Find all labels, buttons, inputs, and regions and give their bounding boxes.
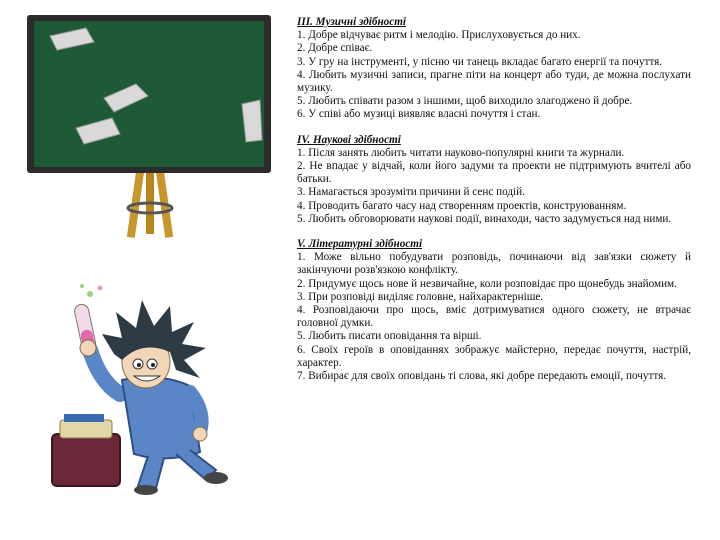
section-items [297, 251, 691, 383]
chalkboard-easel-illustration [24, 12, 274, 242]
list-item: 5. Любить співати разом з іншими, щоб виходило злагоджено й добре. [297, 95, 633, 108]
list-item: 2. Придумує щось нове й незвичайне, коли розповідає про щонебудь знайомим. [297, 277, 677, 290]
list-item: 6. У співі або музиці виявляє власні почуття і стан. [297, 108, 541, 121]
list-item: 1. Добре відчуває ритм і мелодію. Прислуховується до них. [297, 29, 581, 42]
list-item: 4. Любить музичні записи, прагне піти на концерт або туди, де можна послухати музику. [297, 68, 691, 95]
list-item: 3. У гру на інструменті, у пісню чи танець вкладає багато енергії та почуття. [297, 55, 663, 68]
list-item: 3. Намагається зрозуміти причини й сенс подій. [297, 186, 525, 199]
abilities-text-column [297, 16, 691, 395]
list-item: 4. Проводить багато часу над створенням проектів, конструюванням. [297, 199, 627, 212]
section-items [297, 147, 691, 226]
section-science-abilities [297, 134, 691, 226]
list-item: 1. Може вільно побудувати розповідь, починаючи від зав'язки сюжету й закінчуючи розв'язкою конфлікту. [297, 251, 691, 277]
section-title: IV. Наукові здібності [297, 133, 401, 146]
list-item: 4. Розповідаючи про щось, вміє дотримуватися одного сюжету, не втрачає головної думки. [297, 304, 691, 330]
list-item: 7. Вибирає для своїх оповідань ті слова, які добре передають емоції, почуття. [297, 370, 667, 383]
section-title: III. Музичні здібності [297, 16, 407, 28]
list-item: 5. Любить обговорювати наукові події, винаходи, часто задумується над ними. [297, 212, 672, 225]
list-item: 2. Добре співає. [297, 42, 373, 55]
section-music-abilities [297, 16, 691, 122]
scientist-illustration [30, 282, 260, 502]
bag [52, 414, 120, 486]
section-literary-abilities [297, 238, 691, 383]
section-title: V. Літературні здібності [297, 238, 423, 251]
list-item: 2. Не впадає у відчай, коли його задуми та проекти не підтримують вчителі або батьки. [297, 160, 691, 186]
section-items [297, 29, 691, 121]
list-item: 5. Любить писати оповідання та вірші. [297, 330, 482, 343]
list-item: 3. При розповіді виділяє головне, найхарактерніше. [297, 290, 544, 303]
list-item: 6. Своїх героїв в оповіданнях зображує майстерно, передає почуття, настрій, характер. [297, 343, 691, 369]
easel [127, 169, 173, 237]
list-item: 1. Після занять любить читати науково-популярні книги та журнали. [297, 146, 625, 159]
